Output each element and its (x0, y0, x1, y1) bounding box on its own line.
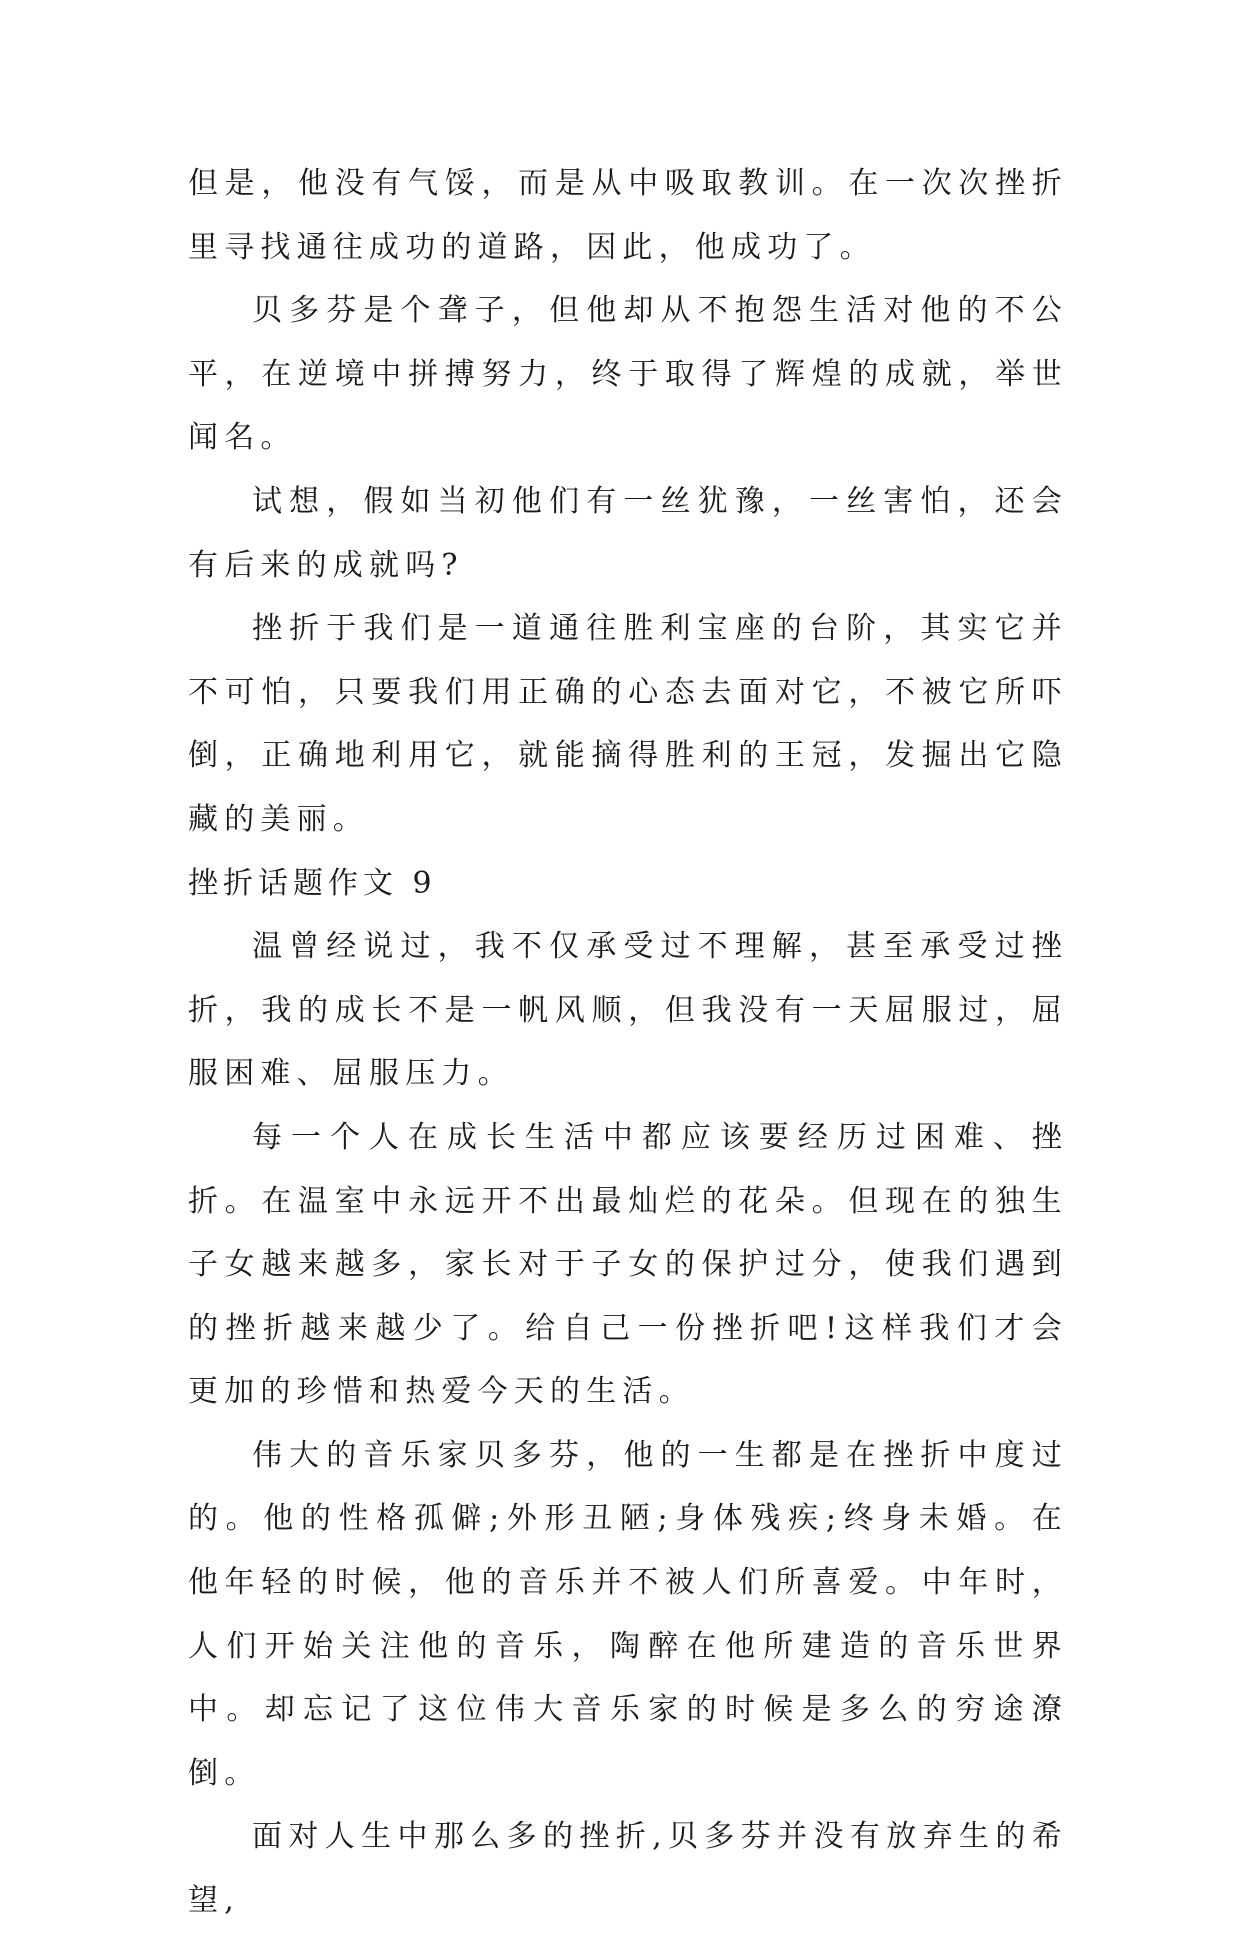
section-paragraph-3: 伟大的音乐家贝多芬，他的一生都是在挫折中度过的。他的性格孤僻;外形丑陋;身体残疾;终身未婚。在他年轻的时候，他的音乐并不被人们所喜爱。中年时，人们开始关注他的音乐，陶醉在他所建造的音乐世界中。却忘记了这位伟大音乐家的时候是多么的穷途潦倒。 (188, 1437, 1068, 1791)
document-body (188, 152, 1068, 1933)
section-title: 挫折话题作文 9 (188, 865, 437, 901)
paragraph-4: 挫折于我们是一道通往胜利宝座的台阶，其实它并不可怕，只要我们用正确的心态去面对它，不被它所吓倒，正确地利用它，就能摘得胜利的王冠，发掘出它隐藏的美丽。 (188, 611, 1068, 837)
paragraph-3: 试想，假如当初他们有一丝犹豫，一丝害怕，还会有后来的成就吗? (188, 483, 1068, 583)
paragraph-2: 贝多芬是个聋子，但他却从不抱怨生活对他的不公平，在逆境中拼搏努力，终于取得了辉煌的成就，举世闻名。 (188, 293, 1068, 456)
paragraph-1: 但是，他没有气馁，而是从中吸取教训。在一次次挫折里寻找通往成功的道路，因此，他成功了。 (188, 166, 1068, 265)
section-paragraph-1: 温曾经说过，我不仅承受过不理解，甚至承受过挫折，我的成长不是一帆风顺，但我没有一天屈服过，屈服困难、屈服压力。 (188, 929, 1068, 1092)
section-paragraph-2: 每一个人在成长生活中都应该要经历过困难、挫折。在温室中永远开不出最灿烂的花朵。但现在的独生子女越来越多，家长对于子女的保护过分，使我们遇到的挫折越来越少了。给自己一份挫折吧!这样我们才会更加的珍惜和热爱今天的生活。 (188, 1119, 1068, 1410)
section-paragraph-4: 面对人生中那么多的挫折,贝多芬并没有放弃生的希望, (188, 1819, 1068, 1919)
